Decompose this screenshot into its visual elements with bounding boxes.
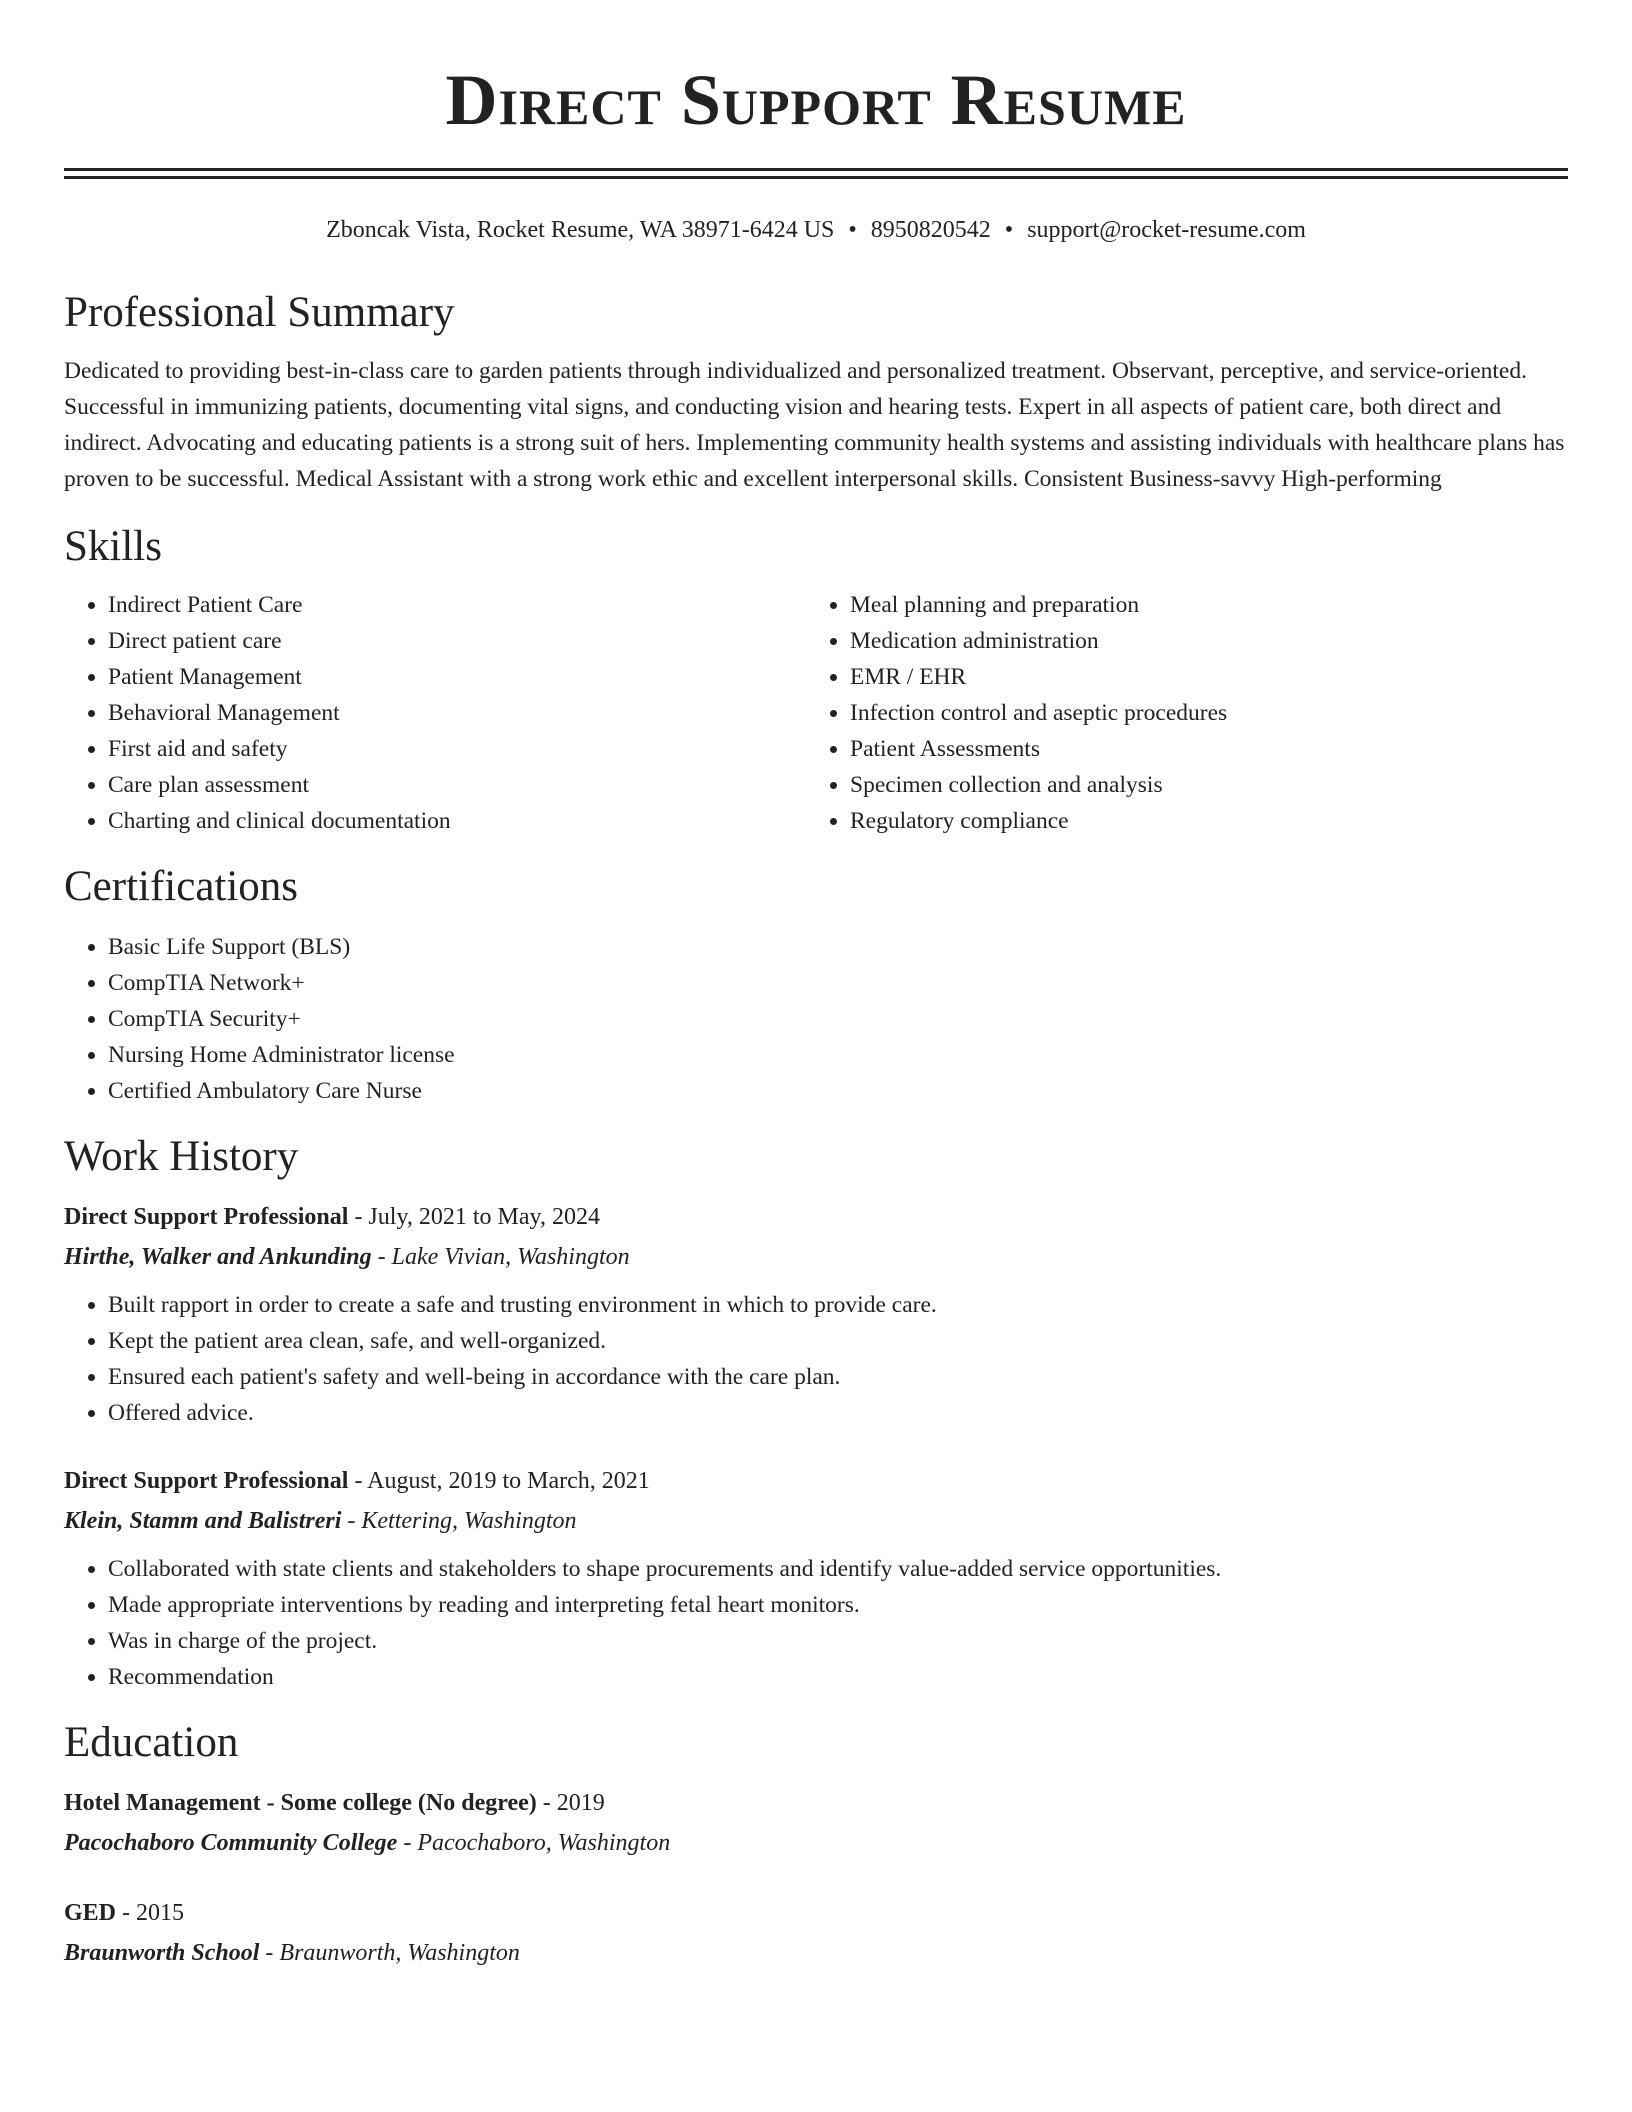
skill-item: • Regulatory compliance	[850, 803, 1548, 839]
contact-phone: 8950820542	[870, 217, 991, 243]
contact-address: Zboncak Vista, Rocket Resume, WA 38971-6424 US	[326, 217, 835, 243]
job-duty-item: • Kept the patient area clean, safe, and well-organized.	[108, 1323, 1568, 1359]
contact-separator: •	[848, 217, 857, 243]
job-duty-item: • Built rapport in order to create a safe and trusting environment in which to provide care.	[108, 1287, 1568, 1323]
skill-item: • Infection control and aseptic procedures	[850, 695, 1548, 731]
job-duty-item: • Ensured each patient's safety and well-being in accordance with the care plan.	[108, 1359, 1568, 1395]
skill-item: • Behavioral Management	[108, 695, 806, 731]
certification-item: • Certified Ambulatory Care Nurse	[108, 1073, 1568, 1109]
job-title: Direct Support Professional	[64, 1468, 349, 1494]
skill-item: • EMR / EHR	[850, 659, 1548, 695]
title-divider	[64, 168, 1568, 179]
skill-item: • Patient Assessments	[850, 731, 1548, 767]
skills-column-right	[806, 587, 1548, 839]
job-duty-item: • Collaborated with state clients and stakeholders to shape procurements and identify value-added service opportunities.	[108, 1551, 1568, 1587]
education-location: - Pacochaboro, Washington	[397, 1830, 671, 1856]
summary-text: Dedicated to providing best-in-class care to garden patients through individualized and personalized treatment. Observant, perceptive, and service-oriented. Successful in immunizing patients, documenting vital signs, and conducting vision and hearing tests. Expert in all aspects of patient care, both direct and indirect. Advocating and educating patients is a strong suit of hers. Implementing community health systems and assisting individuals with healthcare plans has proven to be successful. Medical Assistant with a strong work ethic and excellent interpersonal skills. Consistent Business-savvy High-performing	[64, 358, 1565, 492]
skill-item: • Specimen collection and analysis	[850, 767, 1548, 803]
skills-list	[64, 587, 806, 839]
contact-separator: •	[1004, 217, 1014, 243]
education-heading: Education	[64, 1719, 239, 1766]
skill-item: • Meal planning and preparation	[850, 587, 1548, 623]
work-history-section	[64, 1131, 1568, 1695]
job-duty-item: • Recommendation	[108, 1659, 1568, 1695]
job-title: Direct Support Professional	[64, 1204, 349, 1230]
skill-item: • Medication administration	[850, 623, 1548, 659]
skill-item: • Patient Management	[108, 659, 806, 695]
job-company: Klein, Stamm and Balistreri	[64, 1508, 342, 1534]
job-duty-item: • Made appropriate interventions by reading and interpreting fetal heart monitors.	[108, 1587, 1568, 1623]
education-entry	[64, 1893, 1568, 1973]
skills-column-left	[64, 587, 806, 839]
skill-item: • First aid and safety	[108, 731, 806, 767]
certification-item: • Nursing Home Administrator license	[108, 1037, 1568, 1073]
job-company: Hirthe, Walker and Ankunding	[64, 1244, 372, 1270]
certifications-section	[64, 861, 1568, 1109]
skill-item: • Charting and clinical documentation	[108, 803, 806, 839]
education-institution	[64, 1823, 1568, 1863]
education-year: - 2015	[116, 1900, 185, 1926]
certifications-heading: Certifications	[64, 863, 299, 910]
skills-list	[806, 587, 1548, 839]
job-duty-item: • Was in charge of the project.	[108, 1623, 1568, 1659]
certification-item: • CompTIA Security+	[108, 1001, 1568, 1037]
certifications-list	[64, 929, 1568, 1109]
summary-heading: Professional Summary	[64, 289, 455, 336]
certification-item: • Basic Life Support (BLS)	[108, 929, 1568, 965]
skill-item: • Direct patient care	[108, 623, 806, 659]
job-dates: - August, 2019 to March, 2021	[348, 1468, 650, 1494]
education-year: - 2019	[536, 1790, 605, 1816]
job-header	[64, 1197, 1568, 1237]
skills-heading: Skills	[64, 523, 162, 570]
education-section	[64, 1717, 1568, 1973]
skills-section	[64, 521, 1568, 839]
certification-item: • CompTIA Network+	[108, 965, 1568, 1001]
education-entry	[64, 1783, 1568, 1863]
job-duties-list	[64, 1287, 1568, 1431]
summary-section	[64, 287, 1568, 497]
skill-item: • Indirect Patient Care	[108, 587, 806, 623]
job-employer	[64, 1501, 1568, 1541]
education-degree: Hotel Management - Some college (No degree)	[64, 1790, 537, 1816]
skills-columns	[64, 587, 1568, 839]
job-location: - Kettering, Washington	[341, 1508, 577, 1534]
education-school: Braunworth School	[64, 1940, 260, 1966]
contact-email[interactable]: support@rocket-resume.com	[1027, 217, 1306, 243]
education-institution	[64, 1933, 1568, 1973]
job-entry	[64, 1197, 1568, 1431]
resume-title: Direct Support Resume	[445, 60, 1187, 140]
job-employer	[64, 1237, 1568, 1277]
education-header	[64, 1893, 1568, 1933]
work-history-heading: Work History	[64, 1133, 299, 1180]
job-dates: - July, 2021 to May, 2024	[348, 1204, 600, 1230]
education-school: Pacochaboro Community College	[64, 1830, 398, 1856]
contact-line	[64, 215, 1568, 245]
job-duty-item: • Offered advice.	[108, 1395, 1568, 1431]
education-degree: GED	[64, 1900, 117, 1926]
education-location: - Braunworth, Washington	[259, 1940, 520, 1966]
job-header	[64, 1461, 1568, 1501]
job-location: - Lake Vivian, Washington	[371, 1244, 630, 1270]
job-duties-list	[64, 1551, 1568, 1695]
education-header	[64, 1783, 1568, 1823]
job-entry	[64, 1461, 1568, 1695]
skill-item: • Care plan assessment	[108, 767, 806, 803]
